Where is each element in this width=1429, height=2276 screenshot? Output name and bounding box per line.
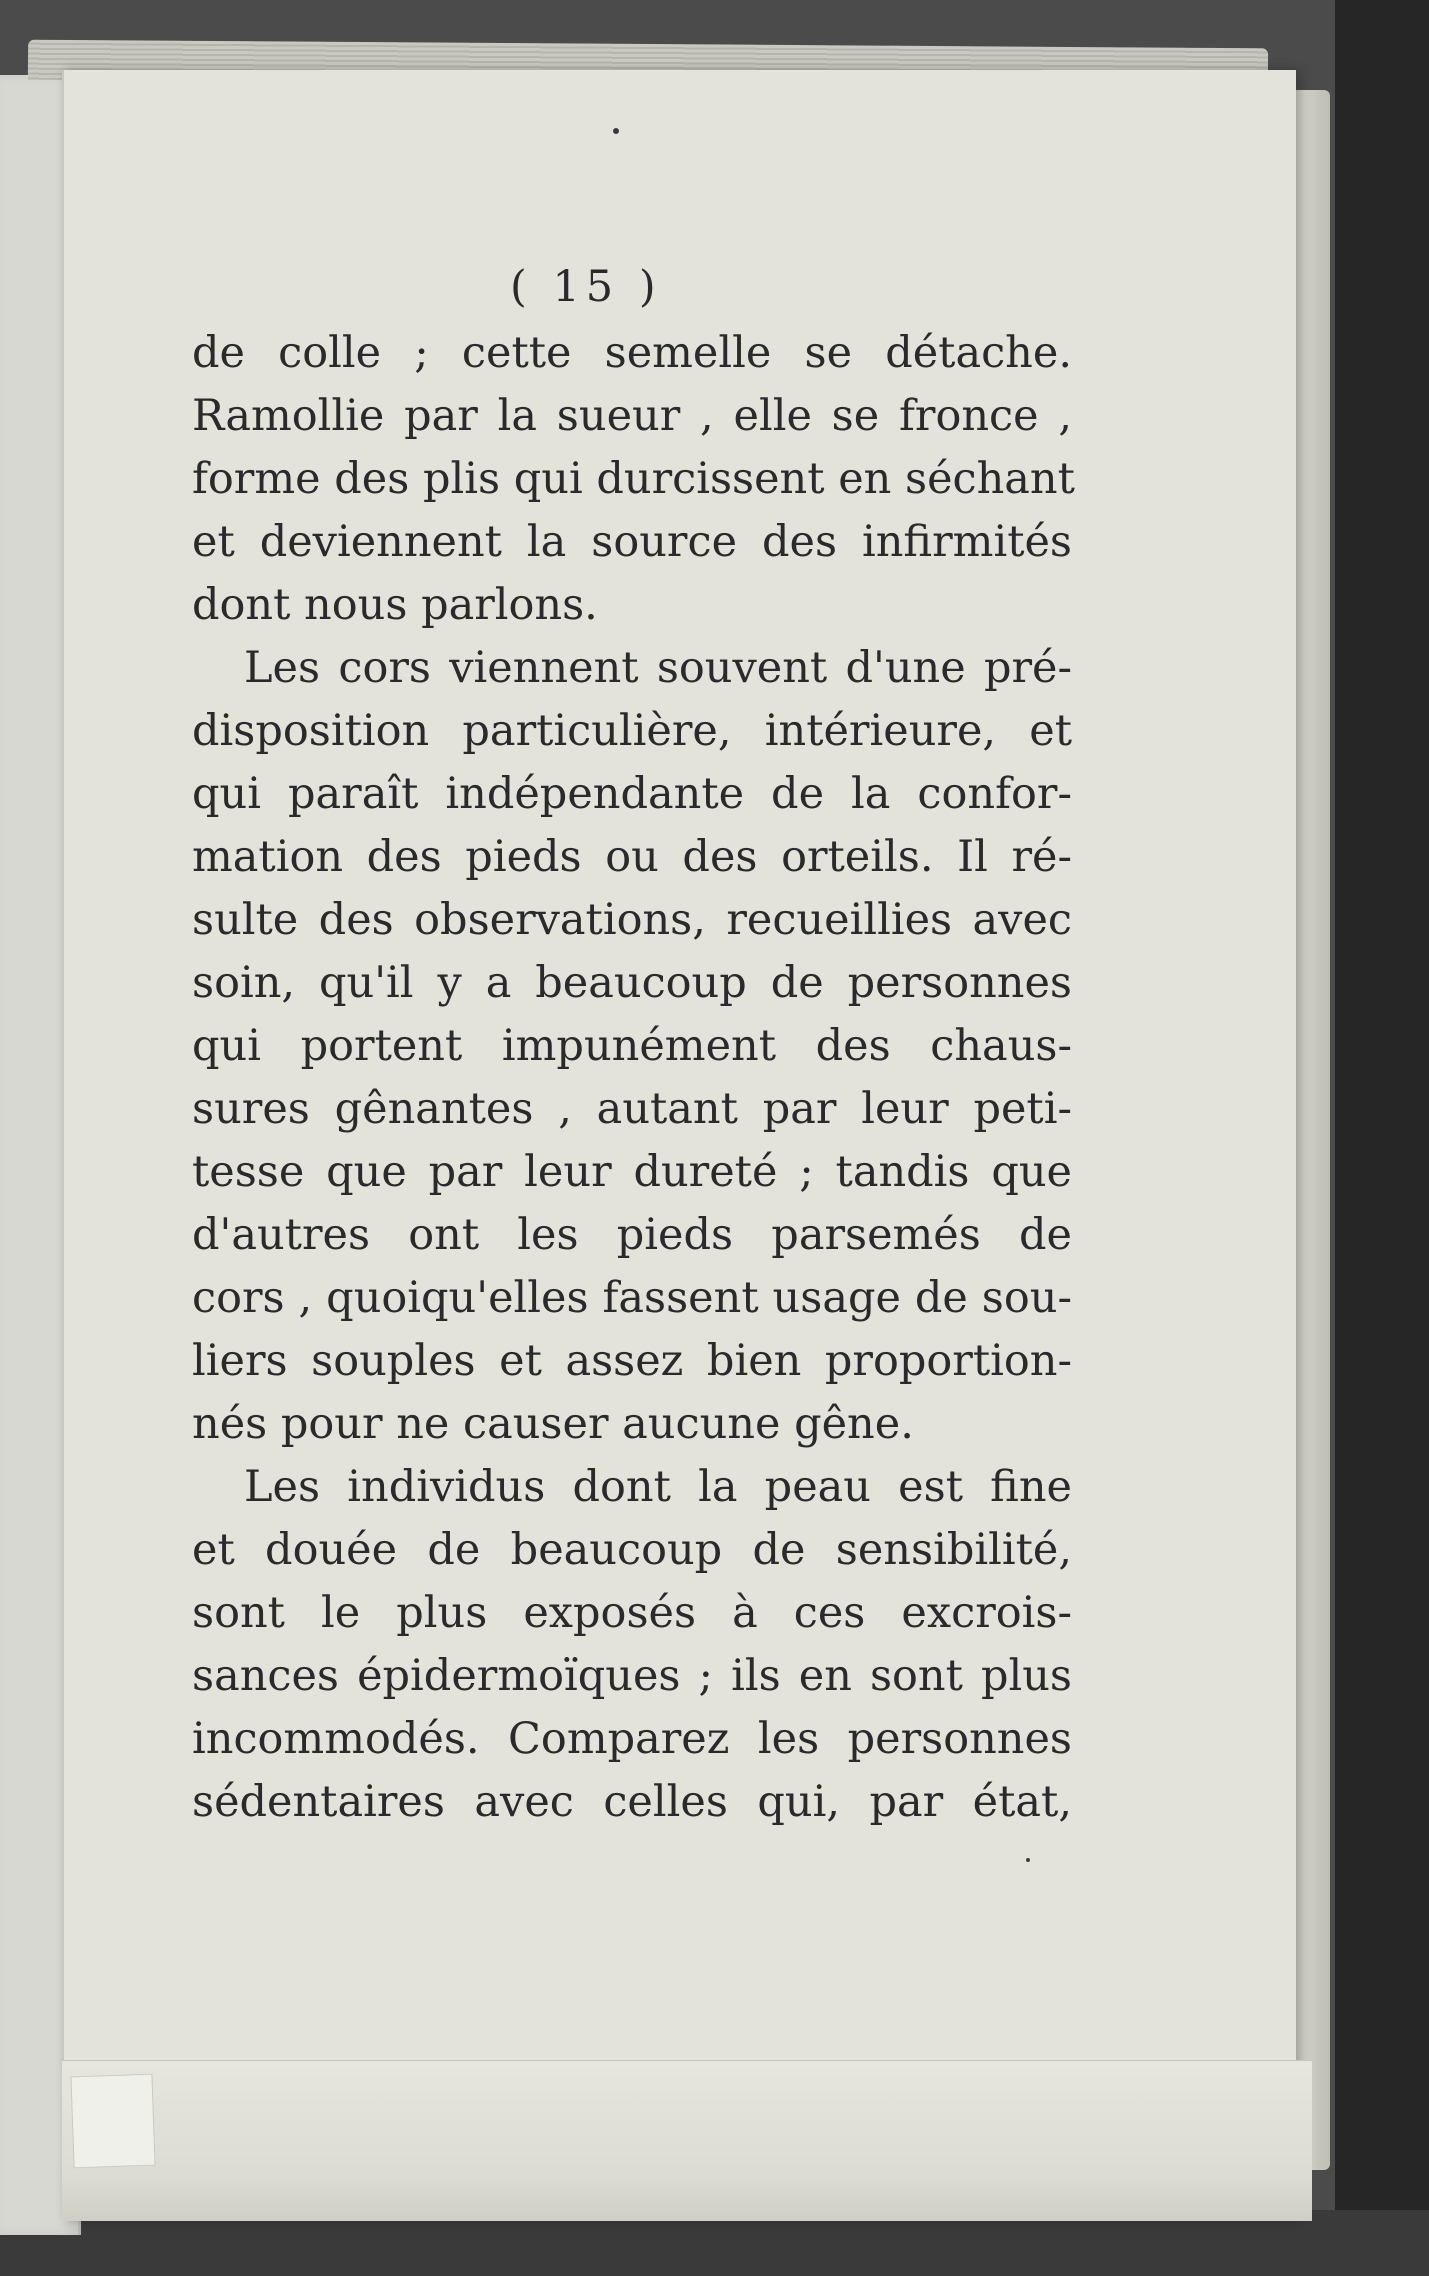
text-line: et deviennent la source des infirmités <box>192 517 1072 567</box>
text-line: Les individus dont la peau est fine <box>244 1462 1072 1512</box>
body-text <box>192 322 1075 1834</box>
text-line: d'autres ont les pieds parsemés de <box>192 1210 1072 1260</box>
text-line: sulte des observations, recueillies avec <box>192 895 1072 945</box>
text-line: sédentaires avec celles qui, par état, <box>192 1777 1072 1827</box>
text-line: qui paraît indépendante de la confor- <box>192 769 1072 819</box>
text-line: incommodés. Comparez les personnes <box>192 1714 1072 1764</box>
text-line: dont nous parlons. <box>192 580 598 630</box>
text-line: cors , quoiqu'elles fassent usage de sou- <box>192 1273 1072 1323</box>
text-line: Ramollie par la sueur , elle se fronce , <box>192 391 1072 441</box>
text-line: sures gênantes , autant par leur peti- <box>192 1084 1072 1134</box>
scanner-background <box>1335 0 1429 2276</box>
text-line: soin, qu'il y a beaucoup de personnes <box>192 958 1072 1008</box>
text-line: liers souples et assez bien proportion- <box>192 1336 1072 1386</box>
text-line: mation des pieds ou des orteils. Il ré- <box>192 832 1072 882</box>
page-number: ( 15 ) <box>510 262 662 312</box>
text-line: Les cors viennent souvent d'une pré- <box>244 643 1072 693</box>
ink-speck <box>1026 1858 1030 1862</box>
ink-speck <box>613 128 619 134</box>
text-line: tesse que par leur dureté ; tandis que <box>192 1147 1072 1197</box>
text-line: sont le plus exposés à ces excrois- <box>192 1588 1072 1638</box>
text-line: et douée de beaucoup de sensibilité, <box>192 1525 1072 1575</box>
page-bottom-edge <box>62 2060 1312 2221</box>
text-line: forme des plis qui durcissent en séchant <box>192 454 1075 504</box>
text-line: qui portent impunément des chaus- <box>192 1021 1072 1071</box>
paper-tear <box>70 2074 155 2169</box>
text-line: de colle ; cette semelle se détache. <box>192 328 1072 378</box>
text-line: nés pour ne causer aucune gêne. <box>192 1399 914 1449</box>
text-line: sances épidermoïques ; ils en sont plus <box>192 1651 1072 1701</box>
text-line: disposition particulière, intérieure, et <box>192 706 1072 756</box>
